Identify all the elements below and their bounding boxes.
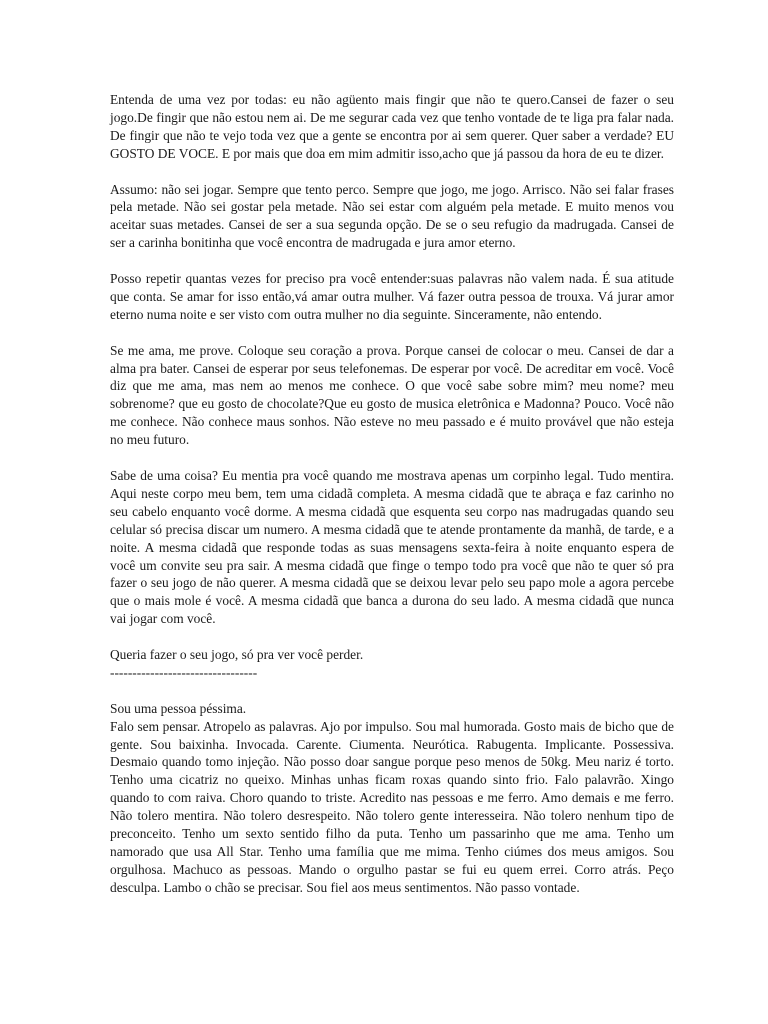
document-page (110, 91, 674, 897)
subtitle: Sou uma pessoa péssima. (110, 700, 247, 716)
paragraph-6: Queria fazer o seu jogo, só pra ver você perder. (110, 647, 364, 663)
paragraph-2: Assumo: não sei jogar. Sempre que tento perco. Sempre que jogo, me jogo. Arrisco. Não sei falar frases pela metade. Não sei gostar pela metade. Não sei estar com alguém pela metade. E muito menos vou aceitar suas metades. Cansei de ser a sua segunda opção. De se o seu refugio da madrugada. Cansei de ser a carinha bonitinha que você encontra de madrugada e jura amor eterno. (110, 181, 674, 251)
paragraph-4: Se me ama, me prove. Coloque seu coração a prova. Porque cansei de colocar o meu. Cansei de dar a alma pra bater. Cansei de esperar por seus telefonemas. De esperar por você. De acreditar em você. Você diz que me ama, mas nem ao menos me conhece. O que você sabe sobre mim? meu nome? meu sobrenome? que eu gosto de chocolate?Que eu gosto de musica eletrônica e Madonna? Pouco. Você não me conhece. Não conhece maus sonhos. Não esteve no meu passado e é muito provável que não esteja no meu futuro. (110, 342, 674, 448)
final-paragraph: Falo sem pensar. Atropelo as palavras. Ajo por impulso. Sou mal humorada. Gosto mais de bicho que de gente. Sou baixinha. Invocada. Carente. Ciumenta. Neurótica. Rabugenta. Implicante. Possessiva. Desmaio quando tomo injeção. Não posso doar sangue porque peso menos de 50kg. Meu nariz é torto. Tenho uma cicatriz no queixo. Minhas unhas ficam roxas quando sinto frio. Falo palavrão. Xingo quando to com raiva. Choro quando to triste. Acredito nas pessoas e me ferro. Amo demais e me ferro. Não tolero mentira. Não tolero desrespeito. Não tolero gente interesseira. Não tolero nenhum tipo de preconceito. Tenho um sexto sentido filho da puta. Tenho um passarinho que me ama. Tenho um namorado que usa All Star. Tenho uma família que me mima. Tenho ciúmes dos meus amigos. Sou orgulhosa. Machuco as pessoas. Mando o orgulho pastar se fui eu quem errei. Corro atrás. Peço desculpa. Lambo o chão se precisar. Sou fiel aos meus sentimentos. Não passo vontade. (110, 718, 674, 895)
paragraph-5: Sabe de uma coisa? Eu mentia pra você quando me mostrava apenas um corpinho legal. Tudo mentira. Aqui neste corpo meu bem, tem uma cidadã completa. A mesma cidadã que te abraça e faz carinho no seu cabelo enquanto você dorme. A mesma cidadã que esquenta seu corpo nas madrugadas quando seu celular só precisa discar um numero. A mesma cidadã que te atende prontamente da manhã, de tarde, e a noite. A mesma cidadã que responde todas as suas mensagens sexta-feira à noite enquanto espera de você um convite seu pra sair. A mesma cidadã que finge o tempo todo pra você que não te quer só pra fazer o seu jogo de não querer. A mesma cidadã que se deixou levar pelo seu papo mole a agora percebe que o mais mole é você. A mesma cidadã que banca a durona do seu lado. A mesma cidadã que nunca vai jogar com você. (110, 467, 674, 627)
paragraph-3: Posso repetir quantas vezes for preciso pra você entender:suas palavras não valem nada. É sua atitude que conta. Se amar for isso então,vá amar outra mulher. Vá fazer outra pessoa de trouxa. Vá jurar amor eterno numa noite e ser visto com outra mulher no dia seguinte. Sinceramente, não entendo. (110, 271, 674, 322)
separator-line: --------------------------------- (110, 664, 258, 680)
paragraph-1: Entenda de uma vez por todas: eu não agüento mais fingir que não te quero.Cansei de fazer o seu jogo.De fingir que não estou nem ai. De me segurar cada vez que tenho vontade de te liga pra falar nada. De fingir que não te vejo toda vez que a gente se encontra por ai sem querer. Quer saber a verdade? EU GOSTO DE VOCE. E por mais que doa em mim admitir isso,acho que já passou da hora de eu te dizer. (110, 92, 674, 161)
